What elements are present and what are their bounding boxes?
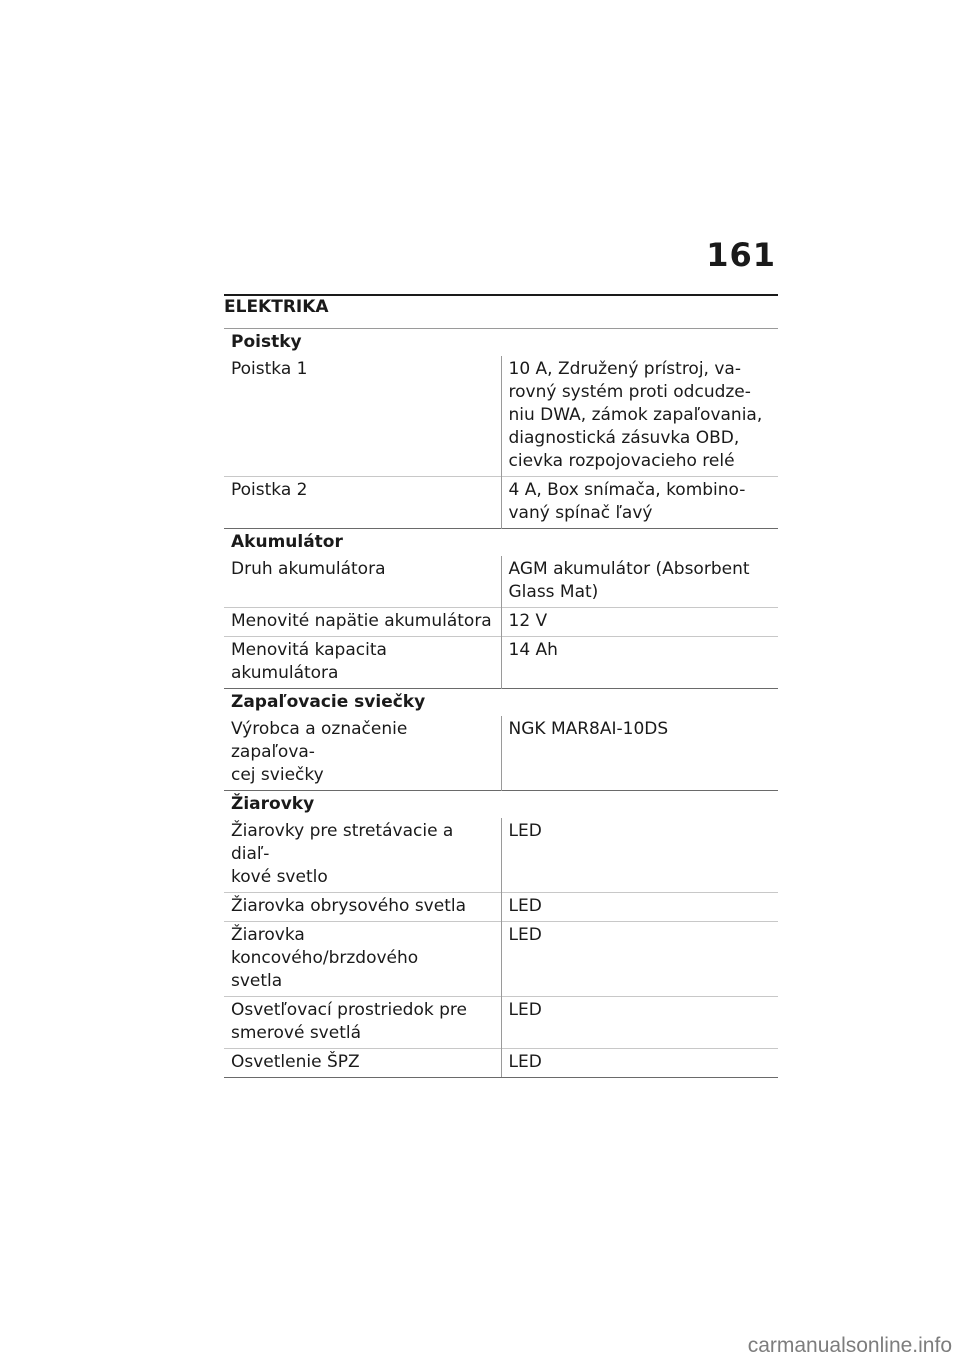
- spec-value: AGM akumulátor (Absorbent Glass Mat): [501, 556, 778, 608]
- group-title: Žiarovky: [224, 791, 778, 819]
- spec-label: Osvetlenie ŠPZ: [224, 1049, 501, 1078]
- table-row: [224, 818, 778, 893]
- group-header-row: [224, 689, 778, 717]
- table-row: [224, 477, 778, 529]
- table-row: [224, 716, 778, 791]
- spec-value: 14 Ah: [501, 637, 778, 689]
- spec-value: LED: [501, 922, 778, 997]
- table-row: [224, 556, 778, 608]
- group-header-row: [224, 791, 778, 819]
- spec-label: Žiarovky pre stretávacie a diaľ- kové svetlo: [231, 821, 454, 887]
- spec-label: Žiarovka obrysového svetla: [224, 893, 501, 922]
- spec-label: Osvetľovací prostriedok pre smerové svetlá: [224, 997, 501, 1049]
- watermark-link[interactable]: carmanualsonline.info: [747, 1334, 952, 1357]
- group-title: Akumulátor: [224, 529, 778, 557]
- spec-value: 4 A, Box snímača, kombino- vaný spínač ľavý: [501, 477, 778, 529]
- page-number: 161: [706, 236, 776, 274]
- table-row: [224, 637, 778, 689]
- group-header-row: [224, 329, 778, 357]
- spec-value: 12 V: [501, 608, 778, 637]
- spec-label: Druh akumulátora: [231, 559, 386, 579]
- spec-value: LED: [501, 1049, 778, 1078]
- spec-value: LED: [501, 997, 778, 1049]
- table-row: [224, 608, 778, 637]
- spec-label: Menovité napätie akumulátora: [224, 608, 501, 637]
- spec-table: [224, 328, 778, 1078]
- spec-value: 10 A, Združený prístroj, va- rovný systém proti odcudze- niu DWA, zámok zapaľovania, diagnostická zásuvka OBD, cievka rozpojovacieho relé: [501, 356, 778, 477]
- spec-label: Žiarovka koncového/brzdového svetla: [224, 922, 501, 997]
- table-row: [224, 356, 778, 477]
- spec-label: Výrobca a označenie zapaľova- cej sviečky: [231, 719, 408, 785]
- spec-label: Poistka 2: [224, 477, 501, 529]
- header-rule: [224, 294, 778, 296]
- group-title: Poistky: [224, 329, 778, 357]
- table-row: [224, 922, 778, 997]
- table-row: [224, 997, 778, 1049]
- spec-label: Menovitá kapacita akumulátora: [224, 637, 501, 689]
- spec-label: Poistka 1: [231, 359, 308, 379]
- section-title: ELEKTRIKA: [224, 297, 329, 317]
- spec-value: LED: [501, 893, 778, 922]
- group-header-row: [224, 529, 778, 557]
- spec-value: NGK MAR8AI-10DS: [501, 716, 778, 791]
- table-row: [224, 1049, 778, 1078]
- spec-value: LED: [501, 818, 778, 893]
- table-row: [224, 893, 778, 922]
- group-title: Zapaľovacie sviečky: [224, 689, 778, 717]
